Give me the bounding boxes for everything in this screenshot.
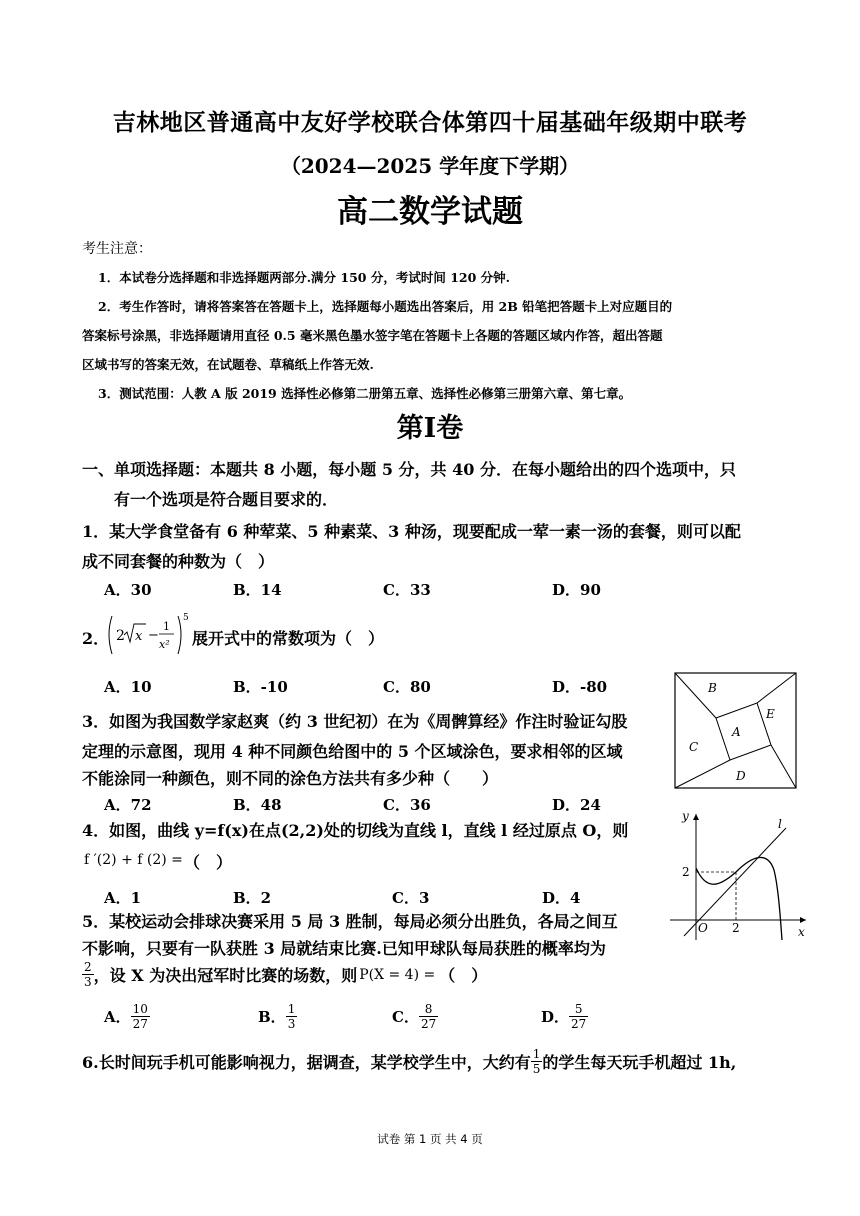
x-axis-label: x bbox=[798, 925, 805, 939]
page-footer: 试卷 第 1 页 共 4 页 bbox=[377, 1132, 483, 1146]
right-paren bbox=[178, 616, 181, 654]
x-axis-arrow bbox=[800, 917, 806, 923]
q1-option-a: A．30 bbox=[104, 581, 152, 599]
line-tr bbox=[757, 673, 796, 703]
question-1-line-2: 成不同套餐的种数为（ ） bbox=[82, 552, 275, 571]
volume-heading: 第Ⅰ卷 bbox=[396, 413, 464, 444]
line-bl bbox=[675, 760, 730, 788]
notice-item-3: 3．测试范围：人教 A 版 2019 选择性必修第二册第五章、选择性必修第三册第六章、第七章。 bbox=[98, 386, 632, 401]
region-label-b: B bbox=[708, 681, 717, 695]
q4-option-c: C．3 bbox=[392, 889, 430, 907]
expr-exponent: 5 bbox=[183, 613, 189, 623]
question-5-tail: （ ） bbox=[439, 966, 488, 985]
q2-option-c: C．80 bbox=[383, 678, 431, 696]
q4-option-b: B．2 bbox=[233, 889, 272, 907]
q5-a-num: 10 bbox=[132, 1002, 148, 1016]
question-5-line-2: 不影响，只要有一队获胜 3 局就结束比赛.已知甲球队每局获胜的概率均为 bbox=[82, 939, 606, 958]
q5-a-den: 27 bbox=[132, 1017, 148, 1031]
q4-option-d: D．4 bbox=[542, 889, 581, 907]
q6-num: 1 bbox=[532, 1047, 541, 1061]
tangent-label: l bbox=[778, 817, 782, 831]
expr-minus: − bbox=[148, 628, 159, 643]
question-5-line-1: 5．某校运动会排球决赛采用 5 局 3 胜制，每局必须分出胜负，各局之间互 bbox=[82, 912, 618, 931]
q5-c-num: 8 bbox=[419, 1002, 438, 1017]
q5-option-a bbox=[104, 1002, 150, 1031]
q1-option-b: B．14 bbox=[233, 581, 282, 599]
frac-denominator: x² bbox=[159, 638, 170, 651]
question-4-tail: （ ） bbox=[184, 853, 233, 872]
question-4-line-1: 4．如图，曲线 y=f(x)在点(2,2)处的切线为直线 l，直线 l 经过原点 O，则 bbox=[82, 821, 629, 840]
left-paren bbox=[109, 616, 112, 654]
q5-option-c-label: C． bbox=[392, 1008, 419, 1026]
question-3-line-1: 3．如图为我国数学家赵爽（约 3 世纪初）在为《周髀算经》作注时验证勾股 bbox=[82, 712, 628, 731]
question-3-line-2: 定理的示意图，现用 4 种不同颜色给图中的 5 个区域涂色，要求相邻的区域 bbox=[82, 742, 623, 761]
q5-option-b bbox=[258, 1002, 297, 1031]
question-6-text-a: 6.长时间玩手机可能影响视力，据调查，某学校学生中，大约有 bbox=[82, 1053, 531, 1072]
region-label-c: C bbox=[689, 740, 699, 754]
q5-option-d bbox=[541, 1002, 588, 1031]
q1-option-d: D．90 bbox=[552, 581, 601, 599]
notice-heading: 考生注意： bbox=[82, 241, 152, 257]
question-6-text-b: 的学生每天玩手机超过 1h, bbox=[542, 1053, 737, 1072]
q5-option-b-fraction bbox=[286, 1002, 298, 1031]
expr-coefficient: 2 bbox=[116, 628, 125, 644]
exam-term: （2024—2025 学年度下学期） bbox=[280, 154, 580, 178]
exam-title: 吉林地区普通高中友好学校联合体第四十届基础年级期中联考 bbox=[112, 109, 748, 136]
q5-c-den: 27 bbox=[420, 1017, 437, 1031]
y-tick-2: 2 bbox=[682, 865, 690, 879]
question-2-expression bbox=[104, 608, 190, 660]
q5-option-b-label: B． bbox=[258, 1008, 286, 1026]
q5-b-den: 3 bbox=[287, 1017, 296, 1031]
notice-item-2-line-1: 2．考生作答时，请将答案答在答题卡上，选择题每小题选出答案后，用 2B 铅笔把答题卡上对应题目的 bbox=[98, 299, 673, 314]
inner-square bbox=[716, 703, 771, 760]
q2-option-d: D．-80 bbox=[552, 678, 608, 696]
probability-fraction bbox=[82, 960, 94, 989]
notice-item-1: 1．本试卷分选择题和非选择题两部分.满分 150 分，考试时间 120 分钟. bbox=[98, 270, 510, 285]
question-5-line-3-text: ，设 X 为决出冠军时比赛的场数，则 bbox=[93, 966, 358, 985]
region-label-d: D bbox=[736, 769, 746, 783]
line-tl bbox=[675, 673, 716, 718]
q1-option-c: C．33 bbox=[383, 581, 431, 599]
notice-item-2-line-2: 答案标号涂黑，非选择题请用直径 0.5 毫米黑色墨水签字笔在答题卡上各题的答题区域内作答，超出答题 bbox=[82, 328, 663, 343]
x-tick-2: 2 bbox=[732, 921, 740, 935]
q5-option-d-label: D． bbox=[541, 1008, 570, 1026]
region-label-e: E bbox=[766, 707, 775, 721]
q5-b-num: 1 bbox=[287, 1002, 296, 1016]
q5-option-a-label: A． bbox=[104, 1008, 131, 1026]
region-label-a: A bbox=[732, 725, 741, 739]
section-heading-line-2: 有一个选项是符合题目要求的． bbox=[114, 490, 339, 509]
question-2-text: 展开式中的常数项为（ ） bbox=[192, 629, 385, 648]
q3-option-a: A．72 bbox=[104, 796, 152, 814]
prob-denominator: 3 bbox=[84, 975, 92, 989]
question-1-line-1: 1．某大学食堂备有 6 种荤菜、5 种素菜、3 种汤，现要配成一荤一素一汤的套餐，则可以配 bbox=[82, 522, 741, 541]
question-6-line-1 bbox=[82, 1047, 736, 1076]
question-4-expression: f ′(2) + f (2) = bbox=[84, 852, 183, 868]
q5-option-d-fraction bbox=[569, 1002, 588, 1031]
tangent-graph bbox=[662, 808, 812, 948]
subject-title: 高二数学试题 bbox=[337, 194, 523, 230]
y-axis-arrow bbox=[693, 814, 699, 820]
q5-option-c bbox=[392, 1002, 438, 1031]
expr-x: x bbox=[135, 629, 143, 644]
question-5-line-3 bbox=[82, 960, 487, 989]
q5-option-c-fraction bbox=[419, 1002, 438, 1031]
question-5-expression: P(X = 4) = bbox=[359, 966, 436, 983]
section-heading-line-1: 一、单项选择题：本题共 8 小题，每小题 5 分，共 40 分．在每小题给出的四个选项中，只 bbox=[82, 460, 736, 479]
q4-option-a: A．1 bbox=[104, 889, 142, 907]
q2-option-b: B．-10 bbox=[233, 678, 288, 696]
question-2-number: 2． bbox=[82, 629, 110, 648]
q3-option-c: C．36 bbox=[383, 796, 431, 814]
q3-option-b: B．48 bbox=[233, 796, 282, 814]
zhao-shuang-diagram bbox=[672, 670, 800, 792]
q6-den: 5 bbox=[532, 1062, 541, 1076]
q5-d-den: 27 bbox=[571, 1017, 587, 1031]
y-axis-label: y bbox=[682, 809, 689, 823]
q5-d-num: 5 bbox=[569, 1002, 588, 1017]
line-br bbox=[771, 745, 796, 788]
q3-option-d: D．24 bbox=[552, 796, 601, 814]
question-3-line-3: 不能涂同一种颜色，则不同的涂色方法共有多少种（ ） bbox=[82, 769, 499, 788]
frac-numerator: 1 bbox=[163, 620, 170, 633]
origin-label: O bbox=[698, 921, 708, 935]
q5-option-a-fraction bbox=[131, 1002, 150, 1031]
prob-numerator: 2 bbox=[84, 960, 92, 974]
question-6-fraction bbox=[531, 1047, 543, 1076]
notice-item-2-line-3: 区域书写的答案无效，在试题卷、草稿纸上作答无效. bbox=[82, 357, 374, 372]
q2-option-a: A．10 bbox=[104, 678, 152, 696]
